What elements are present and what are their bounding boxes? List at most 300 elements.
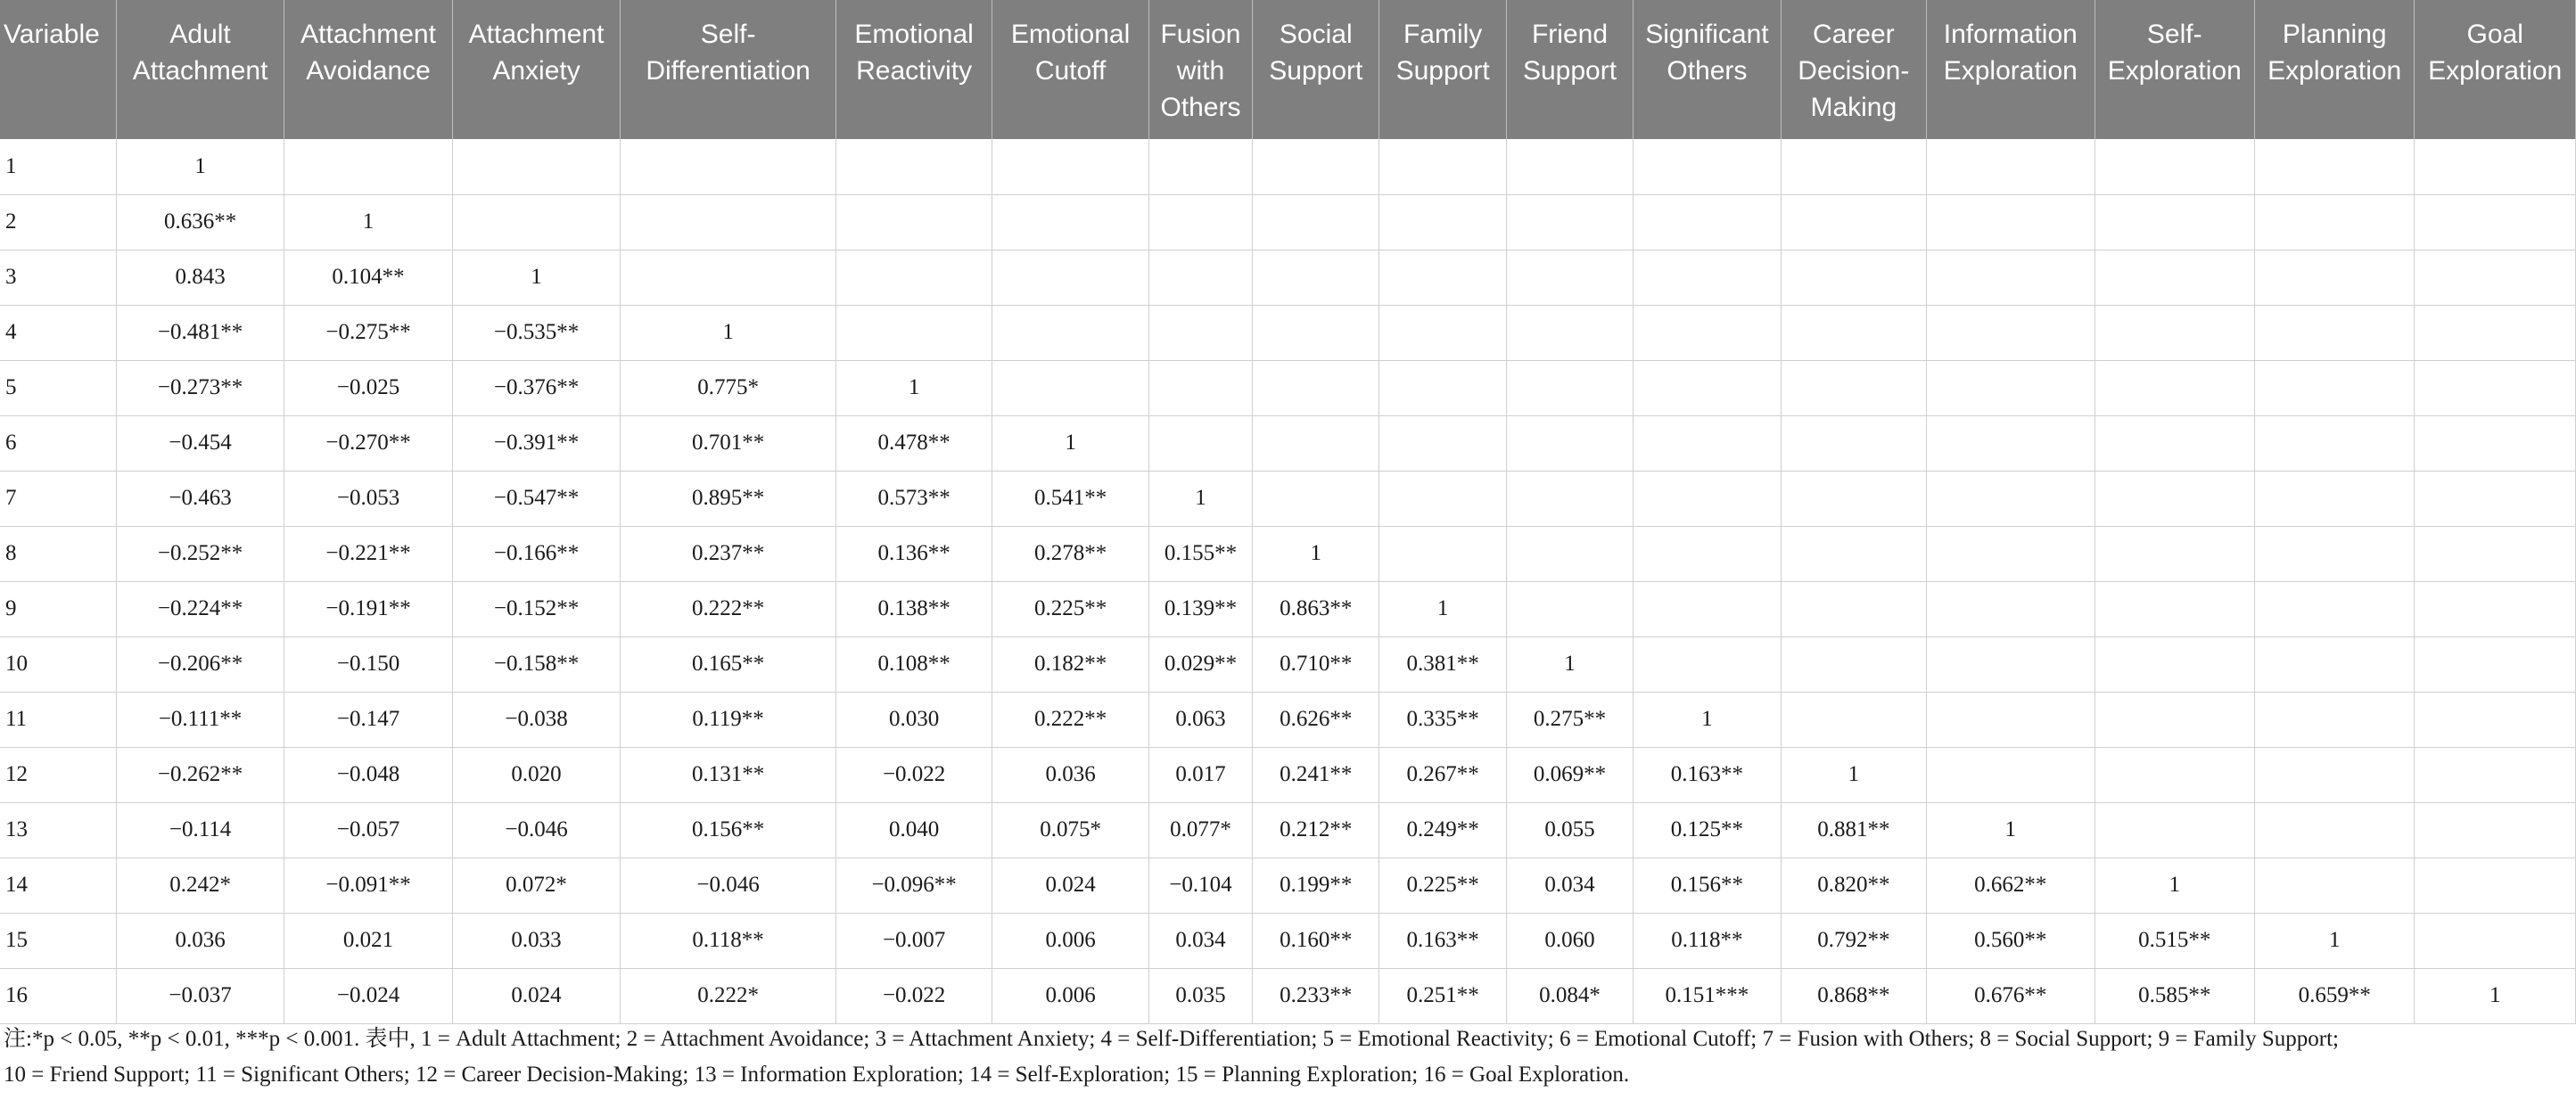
correlation-cell	[1634, 194, 1781, 250]
correlation-cell: 0.626**	[1253, 692, 1379, 747]
correlation-cell: 1	[1379, 581, 1506, 636]
correlation-cell	[1253, 305, 1379, 360]
table-row	[0, 360, 2576, 415]
correlation-cell: −0.481**	[116, 305, 284, 360]
table-body	[0, 139, 2576, 1023]
correlation-cell	[2254, 636, 2414, 692]
correlation-cell	[1927, 139, 2095, 194]
correlation-cell	[1253, 360, 1379, 415]
correlation-cell: 0.036	[116, 913, 284, 968]
correlation-cell: −0.091**	[284, 858, 452, 913]
row-label: 5	[0, 360, 116, 415]
correlation-cell: 1	[284, 194, 452, 250]
correlation-cell	[2095, 747, 2254, 802]
correlation-cell	[1148, 360, 1252, 415]
row-label: 1	[0, 139, 116, 194]
correlation-cell	[1781, 581, 1926, 636]
correlation-cell	[2415, 692, 2576, 747]
correlation-cell	[1781, 636, 1926, 692]
correlation-cell: 0.139**	[1148, 581, 1252, 636]
correlation-cell	[2415, 250, 2576, 305]
correlation-cell	[2415, 415, 2576, 471]
table-row	[0, 250, 2576, 305]
correlation-cell	[2415, 139, 2576, 194]
correlation-cell	[2415, 471, 2576, 526]
table-row	[0, 194, 2576, 250]
correlation-cell	[2095, 526, 2254, 581]
correlation-cell: 0.034	[1148, 913, 1252, 968]
correlation-cell: 0.072*	[452, 858, 620, 913]
correlation-cell: 0.040	[835, 802, 992, 858]
row-label: 15	[0, 913, 116, 968]
correlation-cell	[2254, 250, 2414, 305]
table-row	[0, 913, 2576, 968]
correlation-cell	[1927, 194, 2095, 250]
correlation-cell	[1781, 692, 1926, 747]
column-header-variable: Variable	[0, 0, 116, 139]
column-header: Fusion with Others	[1148, 0, 1252, 139]
correlation-cell: 0.636**	[116, 194, 284, 250]
correlation-cell: 0.710**	[1253, 636, 1379, 692]
correlation-cell: −0.547**	[452, 471, 620, 526]
correlation-cell: 1	[116, 139, 284, 194]
correlation-cell	[452, 194, 620, 250]
correlation-cell: 0.573**	[835, 471, 992, 526]
correlation-cell	[1781, 526, 1926, 581]
correlation-cell: 0.225**	[992, 581, 1148, 636]
correlation-cell: 0.585**	[2095, 968, 2254, 1023]
correlation-cell: 1	[452, 250, 620, 305]
correlation-cell	[1379, 305, 1506, 360]
correlation-cell	[1506, 471, 1633, 526]
correlation-cell: 0.160**	[1253, 913, 1379, 968]
correlation-cell: −0.147	[284, 692, 452, 747]
table-header	[0, 0, 2576, 139]
correlation-cell: 0.060	[1506, 913, 1633, 968]
correlation-cell: 0.775*	[621, 360, 836, 415]
correlation-cell	[2095, 802, 2254, 858]
correlation-cell	[2254, 139, 2414, 194]
correlation-cell	[621, 250, 836, 305]
correlation-cell	[992, 250, 1148, 305]
correlation-cell: 0.151***	[1634, 968, 1781, 1023]
column-header: Planning Exploration	[2254, 0, 2414, 139]
correlation-cell	[2254, 305, 2414, 360]
correlation-cell: 0.138**	[835, 581, 992, 636]
correlation-cell: 0.515**	[2095, 913, 2254, 968]
correlation-cell: 0.225**	[1379, 858, 1506, 913]
correlation-cell	[621, 139, 836, 194]
correlation-cell: 0.021	[284, 913, 452, 968]
correlation-cell: 0.118**	[621, 913, 836, 968]
correlation-cell: 0.335**	[1379, 692, 1506, 747]
correlation-cell	[1781, 415, 1926, 471]
correlation-cell: −0.038	[452, 692, 620, 747]
table-row	[0, 636, 2576, 692]
table-row	[0, 747, 2576, 802]
correlation-cell	[1781, 194, 1926, 250]
correlation-cell: 0.034	[1506, 858, 1633, 913]
correlation-cell: −0.463	[116, 471, 284, 526]
correlation-cell	[2415, 636, 2576, 692]
correlation-cell: 0.029**	[1148, 636, 1252, 692]
correlation-cell: 0.222*	[621, 968, 836, 1023]
correlation-cell: 0.249**	[1379, 802, 1506, 858]
correlation-cell: 0.155**	[1148, 526, 1252, 581]
correlation-cell: −0.275**	[284, 305, 452, 360]
correlation-cell: −0.191**	[284, 581, 452, 636]
correlation-cell	[835, 139, 992, 194]
correlation-cell: 0.881**	[1781, 802, 1926, 858]
correlation-cell: 1	[1927, 802, 2095, 858]
correlation-cell: 0.125**	[1634, 802, 1781, 858]
correlation-cell	[2415, 526, 2576, 581]
correlation-cell	[1927, 636, 2095, 692]
table-row	[0, 139, 2576, 194]
correlation-cell: 0.868**	[1781, 968, 1926, 1023]
table-row	[0, 305, 2576, 360]
correlation-cell: 0.063	[1148, 692, 1252, 747]
correlation-cell: 0.863**	[1253, 581, 1379, 636]
row-label: 11	[0, 692, 116, 747]
correlation-cell: 1	[1781, 747, 1926, 802]
correlation-cell: −0.022	[835, 747, 992, 802]
correlation-cell: 1	[2254, 913, 2414, 968]
row-label: 7	[0, 471, 116, 526]
correlation-cell: 0.119**	[621, 692, 836, 747]
correlation-cell	[2254, 360, 2414, 415]
table-row	[0, 802, 2576, 858]
correlation-cell	[2095, 692, 2254, 747]
correlation-cell	[2415, 858, 2576, 913]
correlation-cell	[992, 139, 1148, 194]
correlation-cell: 0.676**	[1927, 968, 2095, 1023]
correlation-cell	[1927, 250, 2095, 305]
table-row	[0, 526, 2576, 581]
correlation-cell: −0.114	[116, 802, 284, 858]
correlation-cell: −0.273**	[116, 360, 284, 415]
row-label: 6	[0, 415, 116, 471]
correlation-cell: 0.278**	[992, 526, 1148, 581]
correlation-cell	[1148, 415, 1252, 471]
correlation-cell: 0.006	[992, 913, 1148, 968]
correlation-cell	[2254, 194, 2414, 250]
correlation-cell	[1506, 360, 1633, 415]
correlation-cell: −0.206**	[116, 636, 284, 692]
correlation-cell: 0.478**	[835, 415, 992, 471]
table-row	[0, 858, 2576, 913]
correlation-cell	[2415, 747, 2576, 802]
correlation-cell: −0.262**	[116, 747, 284, 802]
correlation-cell: 0.662**	[1927, 858, 2095, 913]
correlation-cell	[1781, 360, 1926, 415]
column-header: Attachment Avoidance	[284, 0, 452, 139]
correlation-cell: 0.075*	[992, 802, 1148, 858]
correlation-cell	[1927, 305, 2095, 360]
correlation-cell	[1634, 471, 1781, 526]
correlation-cell	[2095, 360, 2254, 415]
correlation-cell: 0.017	[1148, 747, 1252, 802]
row-label: 3	[0, 250, 116, 305]
row-label: 14	[0, 858, 116, 913]
correlation-cell	[1253, 471, 1379, 526]
correlation-cell	[1506, 581, 1633, 636]
correlation-cell: 0.165**	[621, 636, 836, 692]
table-row	[0, 692, 2576, 747]
correlation-cell: 1	[621, 305, 836, 360]
correlation-cell: 0.242*	[116, 858, 284, 913]
correlation-cell	[2415, 913, 2576, 968]
correlation-cell	[2095, 636, 2254, 692]
correlation-cell	[1927, 747, 2095, 802]
correlation-cell: 0.136**	[835, 526, 992, 581]
correlation-cell: −0.024	[284, 968, 452, 1023]
correlation-cell: −0.057	[284, 802, 452, 858]
footnote-line-1: 注:*p < 0.05, **p < 0.01, ***p < 0.001. 表中, 1 = Adult Attachment; 2 = Attachment Avoidance; 3 = Attachment Anxiety; 4 = Self-Differentiation; 5 = Emotional Reactivity; 6 = Emotional Cutoff; 7 = Fusion with Others; 8 = Social Support; 9 = Family Support;	[4, 1027, 2339, 1051]
correlation-cell: −0.270**	[284, 415, 452, 471]
correlation-cell	[1379, 194, 1506, 250]
correlation-cell	[1253, 250, 1379, 305]
correlation-cell: −0.158**	[452, 636, 620, 692]
correlation-cell: 0.108**	[835, 636, 992, 692]
correlation-cell	[1148, 139, 1252, 194]
row-label: 4	[0, 305, 116, 360]
correlation-cell	[2254, 747, 2414, 802]
correlation-cell	[1781, 471, 1926, 526]
correlation-cell: 1	[1148, 471, 1252, 526]
correlation-cell: 0.006	[992, 968, 1148, 1023]
correlation-cell: 0.381**	[1379, 636, 1506, 692]
correlation-cell	[1927, 692, 2095, 747]
correlation-cell: 0.033	[452, 913, 620, 968]
correlation-cell: 0.020	[452, 747, 620, 802]
correlation-cell	[1781, 139, 1926, 194]
row-label: 16	[0, 968, 116, 1023]
correlation-cell	[1634, 250, 1781, 305]
correlation-cell	[1379, 250, 1506, 305]
correlation-cell: 0.233**	[1253, 968, 1379, 1023]
correlation-cell: −0.046	[452, 802, 620, 858]
column-header: Significant Others	[1634, 0, 1781, 139]
correlation-cell: 0.077*	[1148, 802, 1252, 858]
correlation-cell	[1506, 194, 1633, 250]
correlation-cell	[2254, 526, 2414, 581]
correlation-cell	[1634, 305, 1781, 360]
correlation-cell	[2254, 415, 2414, 471]
correlation-cell	[2254, 692, 2414, 747]
correlation-cell	[2254, 858, 2414, 913]
correlation-cell: −0.104	[1148, 858, 1252, 913]
correlation-cell: 0.895**	[621, 471, 836, 526]
correlation-cell	[1634, 415, 1781, 471]
correlation-cell	[452, 139, 620, 194]
correlation-cell: 0.163**	[1634, 747, 1781, 802]
correlation-cell	[1148, 194, 1252, 250]
column-header: Information Exploration	[1927, 0, 2095, 139]
correlation-cell	[1927, 415, 2095, 471]
correlation-cell	[1506, 305, 1633, 360]
correlation-cell: 0.241**	[1253, 747, 1379, 802]
correlation-cell	[1506, 250, 1633, 305]
column-header: Self-Differentiation	[621, 0, 836, 139]
correlation-cell: 1	[835, 360, 992, 415]
table-row	[0, 968, 2576, 1023]
correlation-cell: 0.182**	[992, 636, 1148, 692]
correlation-cell: 0.131**	[621, 747, 836, 802]
correlation-cell	[2415, 194, 2576, 250]
correlation-cell	[1634, 360, 1781, 415]
row-label: 2	[0, 194, 116, 250]
correlation-cell	[1506, 526, 1633, 581]
correlation-cell: 1	[2095, 858, 2254, 913]
correlation-cell: 0.118**	[1634, 913, 1781, 968]
correlation-cell: 0.843	[116, 250, 284, 305]
correlation-cell: −0.454	[116, 415, 284, 471]
correlation-cell: 0.792**	[1781, 913, 1926, 968]
correlation-cell	[1506, 139, 1633, 194]
column-header: Social Support	[1253, 0, 1379, 139]
correlation-cell: −0.025	[284, 360, 452, 415]
table-footnote	[4, 1022, 2563, 1093]
correlation-cell: 0.222**	[621, 581, 836, 636]
correlation-cell: −0.391**	[452, 415, 620, 471]
correlation-cell: 1	[992, 415, 1148, 471]
correlation-cell	[2254, 802, 2414, 858]
correlation-cell	[1379, 360, 1506, 415]
table-row	[0, 471, 2576, 526]
correlation-cell	[992, 194, 1148, 250]
correlation-cell	[2095, 194, 2254, 250]
correlation-cell: 0.560**	[1927, 913, 2095, 968]
correlation-cell	[1379, 471, 1506, 526]
correlation-cell: 0.069**	[1506, 747, 1633, 802]
correlation-cell	[835, 250, 992, 305]
correlation-cell: 0.251**	[1379, 968, 1506, 1023]
correlation-cell	[1781, 305, 1926, 360]
correlation-cell	[2095, 581, 2254, 636]
correlation-cell: −0.376**	[452, 360, 620, 415]
column-header: Friend Support	[1506, 0, 1633, 139]
correlation-cell: 0.156**	[1634, 858, 1781, 913]
correlation-cell	[1927, 471, 2095, 526]
correlation-cell: 0.212**	[1253, 802, 1379, 858]
correlation-cell	[1634, 581, 1781, 636]
correlation-cell	[1148, 250, 1252, 305]
correlation-cell	[1379, 139, 1506, 194]
correlation-cell	[835, 305, 992, 360]
correlation-cell: 0.659**	[2254, 968, 2414, 1023]
correlation-cell: 0.820**	[1781, 858, 1926, 913]
correlation-cell: 0.541**	[992, 471, 1148, 526]
correlation-cell: −0.037	[116, 968, 284, 1023]
correlation-cell: 0.024	[992, 858, 1148, 913]
correlation-cell	[2095, 139, 2254, 194]
correlation-cell: 1	[1634, 692, 1781, 747]
correlation-cell	[835, 194, 992, 250]
correlation-cell	[1927, 360, 2095, 415]
correlation-cell	[1253, 194, 1379, 250]
correlation-cell	[2254, 471, 2414, 526]
header-row	[0, 0, 2576, 139]
correlation-cell: 0.035	[1148, 968, 1252, 1023]
correlation-cell: 0.084*	[1506, 968, 1633, 1023]
correlation-cell	[1634, 526, 1781, 581]
correlation-cell: 0.104**	[284, 250, 452, 305]
correlation-cell	[1253, 415, 1379, 471]
correlation-cell	[2095, 415, 2254, 471]
correlation-cell	[1379, 526, 1506, 581]
correlation-cell	[2415, 581, 2576, 636]
correlation-cell: 0.024	[452, 968, 620, 1023]
correlation-cell: 0.036	[992, 747, 1148, 802]
column-header: Career Decision-Making	[1781, 0, 1926, 139]
column-header: Goal Exploration	[2415, 0, 2576, 139]
correlation-cell: −0.150	[284, 636, 452, 692]
correlation-cell: 1	[1253, 526, 1379, 581]
correlation-cell	[1927, 526, 2095, 581]
correlation-cell: 0.055	[1506, 802, 1633, 858]
correlation-cell: 0.030	[835, 692, 992, 747]
correlation-cell: −0.152**	[452, 581, 620, 636]
correlation-cell	[1253, 139, 1379, 194]
correlation-cell	[2095, 305, 2254, 360]
correlation-cell	[2415, 305, 2576, 360]
column-header: Adult Attachment	[116, 0, 284, 139]
correlation-cell: 0.267**	[1379, 747, 1506, 802]
table-row	[0, 415, 2576, 471]
correlation-cell	[2254, 581, 2414, 636]
correlation-cell: −0.166**	[452, 526, 620, 581]
row-label: 8	[0, 526, 116, 581]
correlation-cell	[1634, 139, 1781, 194]
correlation-cell: 0.701**	[621, 415, 836, 471]
correlation-cell: −0.111**	[116, 692, 284, 747]
correlation-cell: −0.048	[284, 747, 452, 802]
correlation-cell	[621, 194, 836, 250]
correlation-cell: 1	[2415, 968, 2576, 1023]
row-label: 12	[0, 747, 116, 802]
correlation-cell	[284, 139, 452, 194]
column-header: Emotional Cutoff	[992, 0, 1148, 139]
correlation-cell: −0.046	[621, 858, 836, 913]
correlation-cell: −0.007	[835, 913, 992, 968]
correlation-cell	[2415, 360, 2576, 415]
correlation-cell: −0.022	[835, 968, 992, 1023]
correlation-cell: −0.096**	[835, 858, 992, 913]
correlation-cell	[1634, 636, 1781, 692]
correlation-cell	[1927, 581, 2095, 636]
correlation-cell	[992, 360, 1148, 415]
footnote-line-2: 10 = Friend Support; 11 = Significant Others; 12 = Career Decision-Making; 13 = Information Exploration; 14 = Self-Exploration; 15 = Planning Exploration; 16 = Goal Exploration.	[4, 1063, 1630, 1087]
correlation-cell: −0.221**	[284, 526, 452, 581]
correlation-cell	[1781, 250, 1926, 305]
row-label: 10	[0, 636, 116, 692]
column-header: Family Support	[1379, 0, 1506, 139]
correlation-cell	[2095, 471, 2254, 526]
column-header: Self-Exploration	[2095, 0, 2254, 139]
correlation-cell: −0.252**	[116, 526, 284, 581]
correlation-cell: −0.535**	[452, 305, 620, 360]
correlation-cell	[1506, 415, 1633, 471]
column-header: Emotional Reactivity	[835, 0, 992, 139]
correlation-cell: 0.275**	[1506, 692, 1633, 747]
correlation-cell	[1148, 305, 1252, 360]
table-row	[0, 581, 2576, 636]
row-label: 13	[0, 802, 116, 858]
correlation-cell: 0.163**	[1379, 913, 1506, 968]
row-label: 9	[0, 581, 116, 636]
correlation-cell	[992, 305, 1148, 360]
